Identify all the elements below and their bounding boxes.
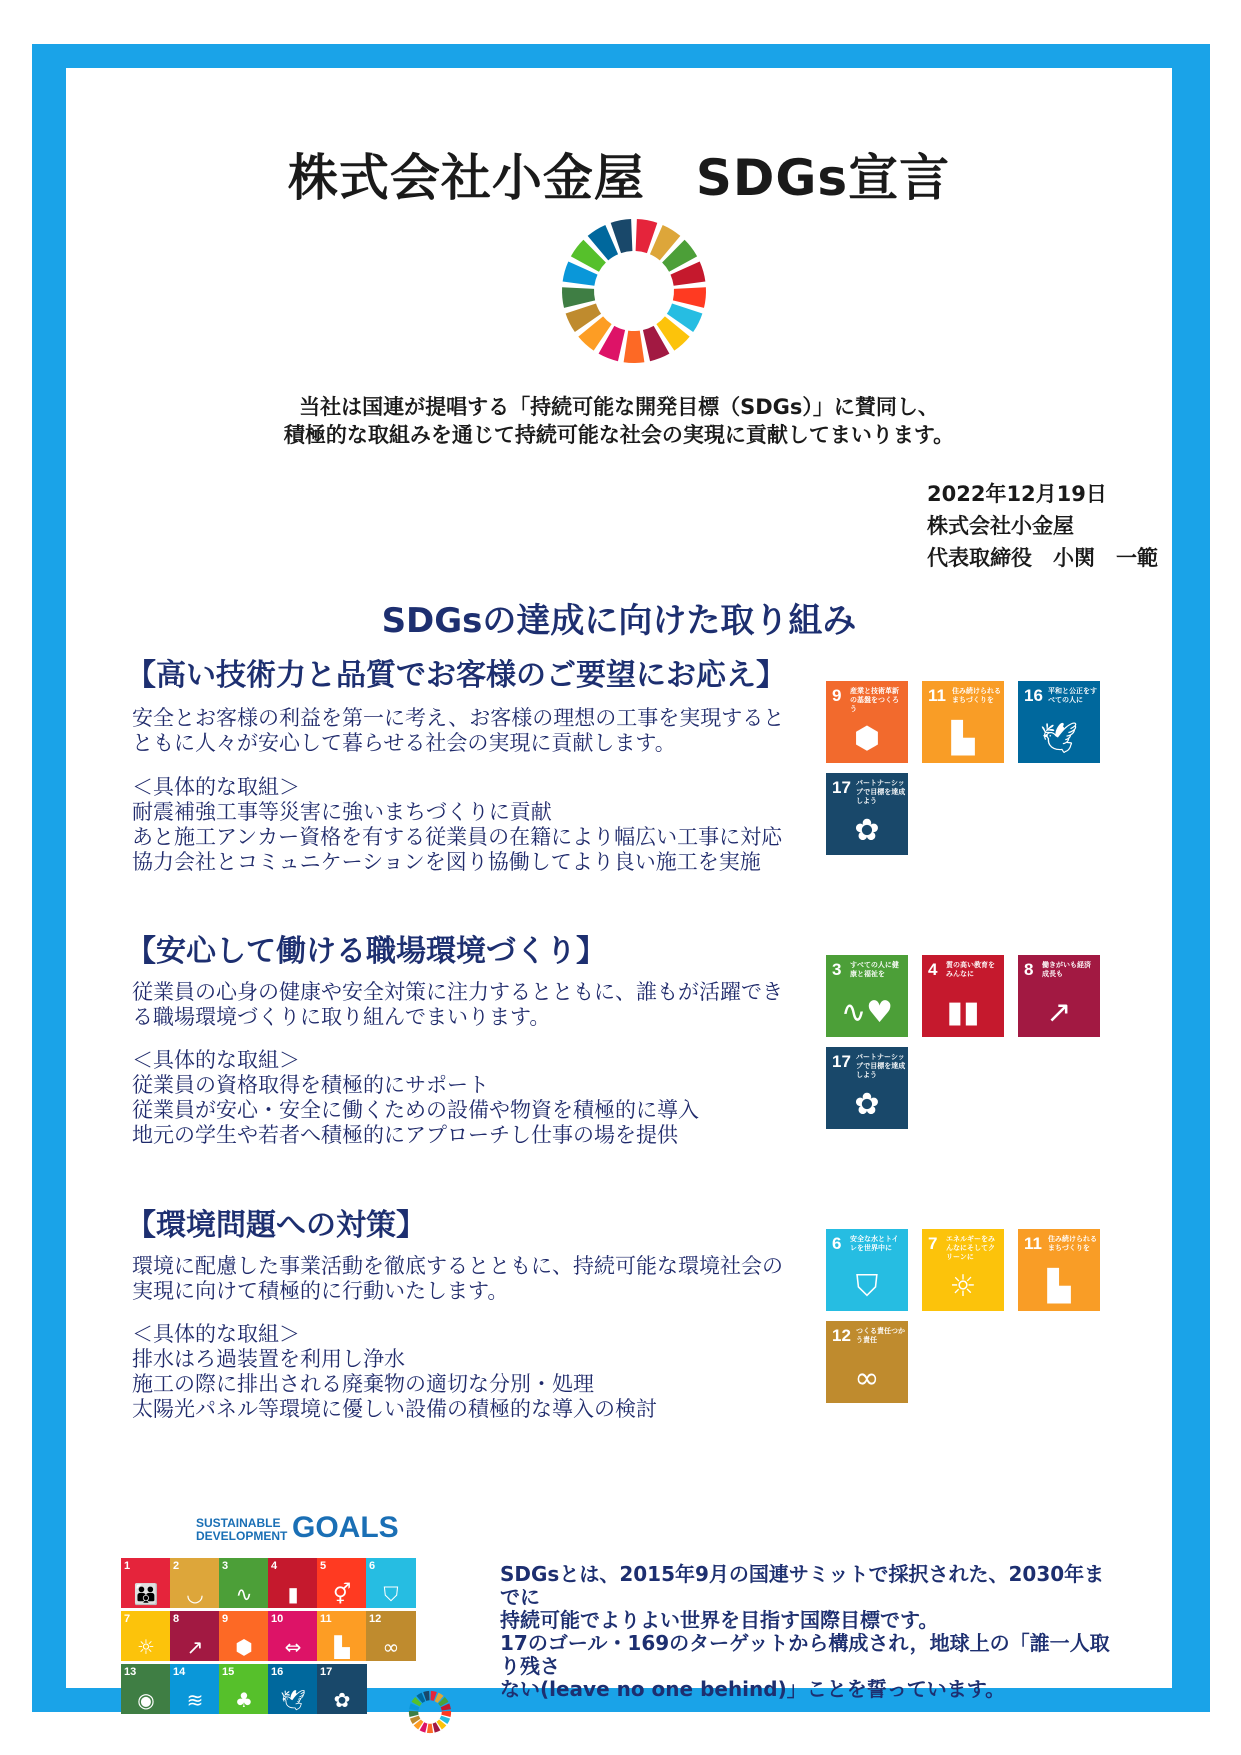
goal-number: 4 [928, 960, 938, 979]
goal-icon: ⛉ [855, 1269, 879, 1304]
logo-line-2: DEVELOPMENT [196, 1529, 288, 1543]
sdg-goal-4-tile [922, 955, 1004, 1037]
section-3-item: 太陽光パネル等環境に優しい設備の積極的な導入の検討 [132, 1397, 657, 1421]
section-2-item: 従業員の資格取得を積極的にサポート [132, 1073, 489, 1097]
goal-icon: ⚥ [332, 1582, 352, 1606]
section-3-body-line-2: 実現に向けて積極的に行動いたします。 [132, 1279, 509, 1303]
section-1-body-line-1: 安全とお客様の利益を第一に考え、お客様の理想の工事を実現すると [132, 706, 785, 730]
sdg-goal-16-mini-tile [268, 1664, 318, 1714]
goal-number: 17 [320, 1666, 333, 1678]
sdgs-about-text [500, 1563, 1120, 1701]
goal-caption: すべての人に健康と福祉を [850, 961, 899, 978]
goal-number: 7 [928, 1234, 938, 1253]
sdg-goal-5-mini-tile [317, 1558, 367, 1608]
goal-number: 1 [124, 1560, 131, 1572]
goal-caption: 住み続けられるまちづくりを [1048, 1235, 1097, 1252]
goal-icon: ☼ [949, 1269, 977, 1304]
goal-number: 6 [832, 1234, 842, 1253]
section-3-sub-title: ＜具体的な取組＞ [132, 1322, 300, 1346]
sdg-goal-8-mini-tile [170, 1611, 220, 1661]
section-2-details [132, 1048, 852, 1148]
goal-number: 12 [369, 1613, 382, 1625]
goal-caption: 質の高い教育をみんなに [946, 961, 995, 978]
goal-icon: ☼ [137, 1635, 155, 1659]
sdg-goal-16-tile [1018, 681, 1100, 763]
about-line: 持続可能でよりよい世界を目指す国際目標です。 [500, 1608, 939, 1632]
goal-number: 15 [222, 1666, 235, 1678]
goal-number: 17 [832, 1052, 851, 1071]
goal-caption: 安全な水とトイレを世界中に [850, 1235, 899, 1252]
goal-number: 3 [832, 960, 842, 979]
sdg-goal-8-tile [1018, 955, 1100, 1037]
goal-icon: ↗ [1046, 995, 1072, 1030]
goal-number: 5 [320, 1560, 327, 1572]
sdgs-logo-text [196, 1517, 287, 1543]
goal-icon: ⬢ [235, 1635, 253, 1659]
sdg-goal-3-mini-tile [219, 1558, 269, 1608]
sdg-goal-17-tile [826, 1047, 908, 1129]
sdg-goal-13-mini-tile [121, 1664, 171, 1714]
signature-representative: 代表取締役 小関 一範 [927, 546, 1158, 570]
section-2-item: 地元の学生や若者へ積極的にアプローチし仕事の場を提供 [132, 1123, 678, 1147]
wheel-segment [562, 287, 595, 308]
section-2-item: 従業員が安心・安全に働くための設備や物資を積極的に導入 [132, 1098, 699, 1122]
initiatives-heading: SDGsの達成に向けた取り組み [381, 601, 857, 641]
goal-number: 14 [173, 1666, 186, 1678]
goal-icon: ♣ [235, 1688, 253, 1712]
section-1-item: 耐震補強工事等災害に強いまちづくりに貢献 [132, 800, 552, 824]
about-line: ない(leave no one behind)」ことを誓っています。 [500, 1677, 1006, 1701]
goal-icon: ∞ [854, 1361, 880, 1396]
goal-number: 8 [173, 1613, 180, 1625]
section-1-body-line-2: ともに人々が安心して暮らせる社会の実現に貢献します。 [132, 731, 676, 755]
goal-number: 7 [124, 1613, 131, 1625]
section-3-body-line-1: 環境に配慮した事業活動を徹底するとともに、持続可能な環境社会の [132, 1254, 783, 1278]
goal-number: 2 [173, 1560, 180, 1572]
section-1-title: 【高い技術力と品質でお客様のご要望にお応え】 [126, 658, 786, 693]
goal-icon: ⛉ [383, 1582, 399, 1606]
wheel-segment [673, 287, 706, 308]
sdg-goal-14-mini-tile [170, 1664, 220, 1714]
sdg-goal-9-mini-tile [219, 1611, 269, 1661]
sdg-goal-17-tile [826, 773, 908, 855]
intro-line-2: 積極的な取組みを通じて持続可能な社会の実現に貢献してまいります。 [283, 423, 955, 447]
goal-icon: ↗ [186, 1635, 204, 1659]
section-1-item: あと施工アンカー資格を有する従業員の在籍により幅広い工事に対応 [132, 825, 783, 849]
signature-block [927, 478, 1158, 574]
goal-number: 12 [832, 1326, 851, 1345]
sdg-goal-15-mini-tile [219, 1664, 269, 1714]
sdg-goal-3-tile [826, 955, 908, 1037]
goal-caption: 産業と技術革新の基盤をつくろう [850, 687, 899, 713]
logo-line-1: SUSTAINABLE [196, 1516, 281, 1530]
goal-caption: つくる責任つかう責任 [856, 1327, 905, 1344]
sdg-goal-1-mini-tile [121, 1558, 171, 1608]
goal-number: 16 [271, 1666, 284, 1678]
goal-icon: ∿♥ [840, 995, 894, 1030]
goal-number: 4 [271, 1560, 278, 1572]
goal-number: 17 [832, 778, 851, 797]
goal-number: 11 [1024, 1234, 1042, 1253]
section-2-body-line-1: 従業員の心身の健康や安全対策に注力するとともに、誰もが活躍でき [132, 980, 783, 1004]
goal-icon: ∞ [382, 1635, 400, 1659]
goal-number: 13 [124, 1666, 137, 1678]
goal-icon: ▮▮ [946, 995, 980, 1030]
goal-icon: 🕊 [280, 1688, 306, 1712]
section-3-details [132, 1322, 852, 1422]
section-3-item: 施工の際に排出される廃棄物の適切な分別・処理 [132, 1372, 594, 1396]
wheel-segment [624, 331, 645, 363]
sdgs-logo-goals: GOALS [292, 1511, 399, 1544]
goal-icon: ✿ [854, 813, 880, 848]
goal-icon: ▙ [1047, 1269, 1071, 1304]
goal-caption: 住み続けられるまちづくりを [952, 687, 1001, 704]
sdg-goal-4-mini-tile [268, 1558, 318, 1608]
wheel-segment [427, 1724, 433, 1734]
sdg-goal-7-tile [922, 1229, 1004, 1311]
wheel-segment [409, 1711, 419, 1717]
signature-date: 2022年12月19日 [927, 482, 1107, 506]
goal-number: 11 [320, 1613, 332, 1625]
goal-icon: ✿ [333, 1688, 351, 1712]
goal-caption: エネルギーをみんなにそしてクリーンに [946, 1235, 995, 1261]
sdg-goal-12-tile [826, 1321, 908, 1403]
goal-caption: 働きがいも経済成長も [1042, 961, 1091, 978]
sdg-goal-11-tile [922, 681, 1004, 763]
goal-number: 10 [271, 1613, 284, 1625]
page-border [32, 44, 1210, 1712]
section-2-sub-title: ＜具体的な取組＞ [132, 1048, 300, 1072]
goal-icon: ▙ [951, 721, 975, 756]
goal-icon: ✿ [854, 1087, 880, 1122]
goal-number: 8 [1024, 960, 1034, 979]
section-1-details [132, 775, 852, 875]
sdg-goal-6-mini-tile [366, 1558, 416, 1608]
goal-icon: ▙ [334, 1635, 350, 1659]
sdgs-mini-wheel-icon [408, 1690, 452, 1734]
goal-icon: ≋ [186, 1688, 204, 1712]
about-line: 17のゴール・169のターゲットから構成され，地球上の「誰一人取り残さ [500, 1631, 1110, 1678]
goal-icon: ⇔ [284, 1635, 302, 1659]
sdg-goal-6-tile [826, 1229, 908, 1311]
page-title: 株式会社小金屋 SDGs宣言 [287, 149, 951, 207]
signature-company: 株式会社小金屋 [927, 514, 1074, 538]
goal-caption: 平和と公正をすべての人に [1048, 687, 1097, 704]
section-1-sub-title: ＜具体的な取組＞ [132, 775, 300, 799]
goal-number: 6 [369, 1560, 376, 1572]
goal-icon: ◡ [186, 1582, 204, 1606]
goal-caption: パートナーシップで目標を達成しよう [856, 779, 906, 805]
sdg-goal-11-mini-tile [317, 1611, 367, 1661]
intro-line-1: 当社は国連が提唱する「持続可能な開発目標（SDGs）」に賛同し、 [299, 395, 939, 419]
sdg-goal-7-mini-tile [121, 1611, 171, 1661]
section-2-title: 【安心して働ける職場環境づくり】 [126, 934, 606, 969]
goal-number: 11 [928, 686, 946, 705]
goal-number: 9 [222, 1613, 229, 1625]
sdg-goal-17-mini-tile [317, 1664, 367, 1714]
sdgs-wheel-icon [559, 216, 709, 366]
wheel-segment [441, 1711, 451, 1717]
sdg-goal-2-mini-tile [170, 1558, 220, 1608]
sdg-goal-11-tile [1018, 1229, 1100, 1311]
section-1-body [132, 706, 852, 756]
goal-icon: ▮ [287, 1582, 299, 1606]
goal-icon: 🕊 [1039, 721, 1079, 756]
sdg-goal-10-mini-tile [268, 1611, 318, 1661]
section-3-body [132, 1254, 852, 1304]
goal-icon: ⬢ [853, 721, 881, 756]
goal-number: 9 [832, 686, 842, 705]
goal-icon: ∿ [235, 1582, 253, 1606]
declaration-sheet [66, 68, 1172, 1712]
about-line: SDGsとは、2015年9月の国連サミットで採択された、2030年までに [500, 1562, 1105, 1609]
goal-icon: ◉ [137, 1688, 155, 1712]
goal-number: 16 [1024, 686, 1043, 705]
section-1-item: 協力会社とコミュニケーションを図り協働してより良い施工を実施 [132, 850, 761, 874]
section-3-title: 【環境問題への対策】 [126, 1208, 426, 1243]
section-2-body-line-2: る職場環境づくりに取り組んでまいります。 [132, 1005, 551, 1029]
section-3-item: 排水はろ過装置を利用し浄水 [132, 1347, 405, 1371]
goal-caption: パートナーシップで目標を達成しよう [856, 1053, 906, 1079]
intro-text [66, 393, 1172, 449]
sdg-goal-12-mini-tile [366, 1611, 416, 1661]
section-2-body [132, 980, 852, 1030]
sdg-goal-9-tile [826, 681, 908, 763]
goal-icon: 👪 [133, 1582, 159, 1606]
goal-number: 3 [222, 1560, 229, 1572]
